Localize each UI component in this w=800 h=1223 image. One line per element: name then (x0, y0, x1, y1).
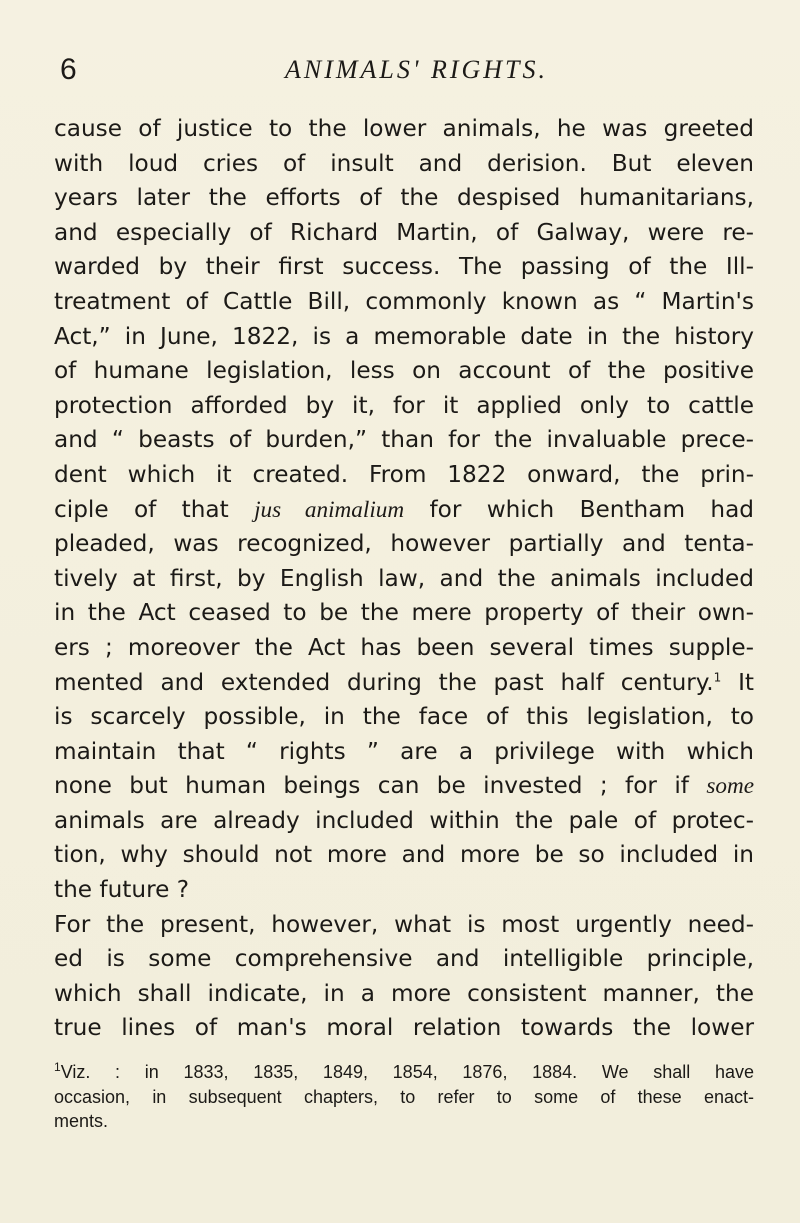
running-title: ANIMALS' RIGHTS. (285, 55, 548, 84)
text-line: warded by their first success. The passing of the Ill- (54, 253, 754, 281)
text-run: none but human beings can be invested ; for if (54, 772, 707, 800)
text-run: mented and extended during the past half century. (54, 668, 714, 696)
footnote-line (54, 1060, 754, 1085)
text-run: ciple of that (54, 495, 255, 523)
text-line: Act,” in June, 1822, is a memorable date in the history (54, 322, 754, 350)
text-line: with loud cries of insult and derision. But eleven (54, 149, 754, 177)
footnote-reference: 1 (713, 669, 722, 684)
page-number: 6 (60, 53, 77, 86)
text-line: protection afforded by it, for it applied only to cattle (54, 391, 754, 419)
paragraph-first-line: For the present, however, what is most urgently need- (54, 910, 754, 938)
text-line: in the Act ceased to be the mere property of their own- (54, 599, 754, 627)
text-line: and “ beasts of burden,” than for the invaluable prece- (54, 426, 754, 454)
text-line: dent which it created. From 1822 onward, the prin- (54, 460, 754, 488)
latin-phrase: jus animalium (254, 496, 405, 523)
footnote-text: Viz. : in 1833, 1835, 1849, 1854, 1876, 1884. We shall have (60, 1062, 754, 1082)
text-line: treatment of Cattle Bill, commonly known as “ Martin's (54, 287, 754, 315)
text-line: cause of justice to the lower animals, he was greeted (54, 115, 754, 142)
text-line: is scarcely possible, in the face of this legislation, to (54, 703, 754, 731)
running-head (60, 50, 750, 90)
emphasis: some (706, 773, 754, 800)
text-line: ed is some comprehensive and intelligible principle, (54, 945, 754, 973)
text-line: years later the efforts of the despised humanitarians, (54, 184, 754, 212)
text-line: maintain that “ rights ” are a privilege with which (54, 737, 754, 765)
text-line: which shall indicate, in a more consistent manner, the (54, 979, 754, 1007)
body-text (54, 112, 754, 1046)
text-line: tively at first, by English law, and the animals included (54, 564, 754, 592)
footnote-line: occasion, in subsequent chapters, to refer to some of these enact- (54, 1086, 754, 1107)
text-line: and especially of Richard Martin, of Galway, were re- (54, 218, 754, 246)
footnote-line: ments. (54, 1111, 109, 1131)
text-line: animals are already included within the pale of protec- (54, 806, 754, 834)
text-line: of humane legislation, less on account of the positive (54, 357, 754, 385)
text-line: true lines of man's moral relation towards the lower (54, 1014, 754, 1042)
text-line: the future ? (54, 876, 190, 904)
text-line (54, 493, 754, 528)
text-line (54, 666, 754, 701)
footnote-marker: 1 (54, 1060, 61, 1074)
text-run: for which Bentham had (404, 495, 754, 523)
text-line: ers ; moreover the Act has been several times supple- (54, 633, 754, 661)
footnote (54, 1060, 754, 1134)
text-line (54, 769, 754, 804)
text-line: tion, why should not more and more be so included in (54, 841, 754, 869)
text-run: It (721, 668, 754, 696)
text-line: pleaded, was recognized, however partially and tenta- (54, 530, 754, 558)
